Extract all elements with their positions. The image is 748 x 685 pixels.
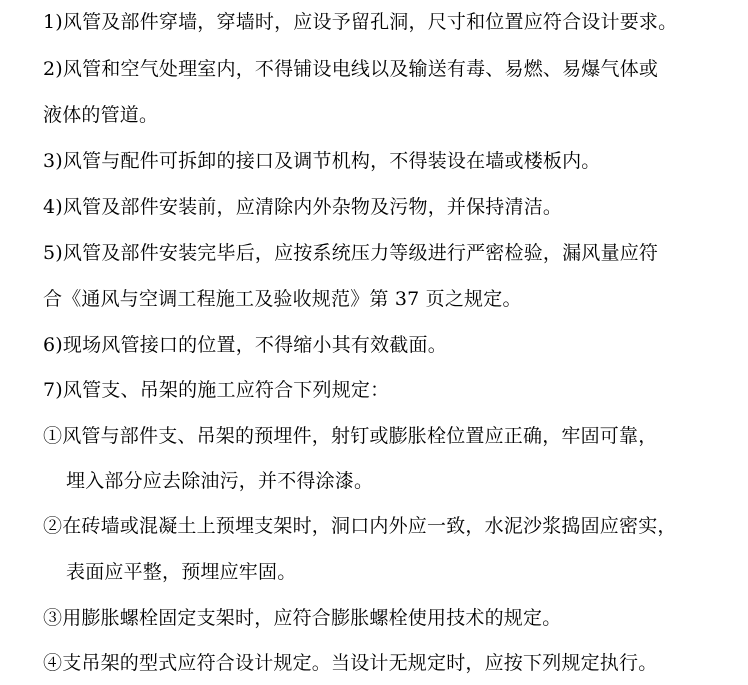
sub-item-4: ④支吊架的型式应符合设计规定。当设计无规定时，应按下列规定执行。 — [43, 652, 658, 674]
sub-item-3: ③用膨胀螺栓固定支架时，应符合膨胀螺栓使用技术的规定。 — [43, 607, 562, 629]
clause-7: 7)风管支、吊架的施工应符合下列规定： — [43, 379, 390, 401]
clause-2-line-1: 2)风管和空气处理室内，不得铺设电线以及输送有毒、易燃、易爆气体或 — [43, 58, 659, 80]
clause-6: 6)现场风管接口的位置，不得缩小其有效截面。 — [43, 334, 447, 356]
clause-5-line-1: 5)风管及部件安装完毕后，应按系统压力等级进行严密检验，漏风量应符 — [43, 242, 659, 264]
sub-item-1-line-2: 埋入部分应去除油污，并不得涂漆。 — [66, 470, 374, 492]
clause-3: 3)风管与配件可拆卸的接口及调节机构，不得装设在墙或楼板内。 — [43, 150, 601, 172]
clause-5-line-2: 合《通风与空调工程施工及验收规范》第 37 页之规定。 — [43, 288, 522, 310]
clause-1: 1)风管及部件穿墙，穿墙时，应设予留孔洞，尺寸和位置应符合设计要求。 — [43, 11, 678, 33]
sub-item-1-line-1: ①风管与部件支、吊架的预埋件，射钉或膨胀栓位置应正确，牢固可靠， — [43, 425, 658, 447]
clause-4: 4)风管及部件安装前，应清除内外杂物及污物，并保持清洁。 — [43, 196, 563, 218]
clause-2-line-2: 液体的管道。 — [43, 104, 159, 126]
sub-item-2-line-1: ②在砖墙或混凝土上预埋支架时，洞口内外应一致，水泥沙浆捣固应密实， — [43, 515, 677, 537]
sub-item-2-line-2: 表面应平整，预埋应牢固。 — [66, 561, 297, 583]
